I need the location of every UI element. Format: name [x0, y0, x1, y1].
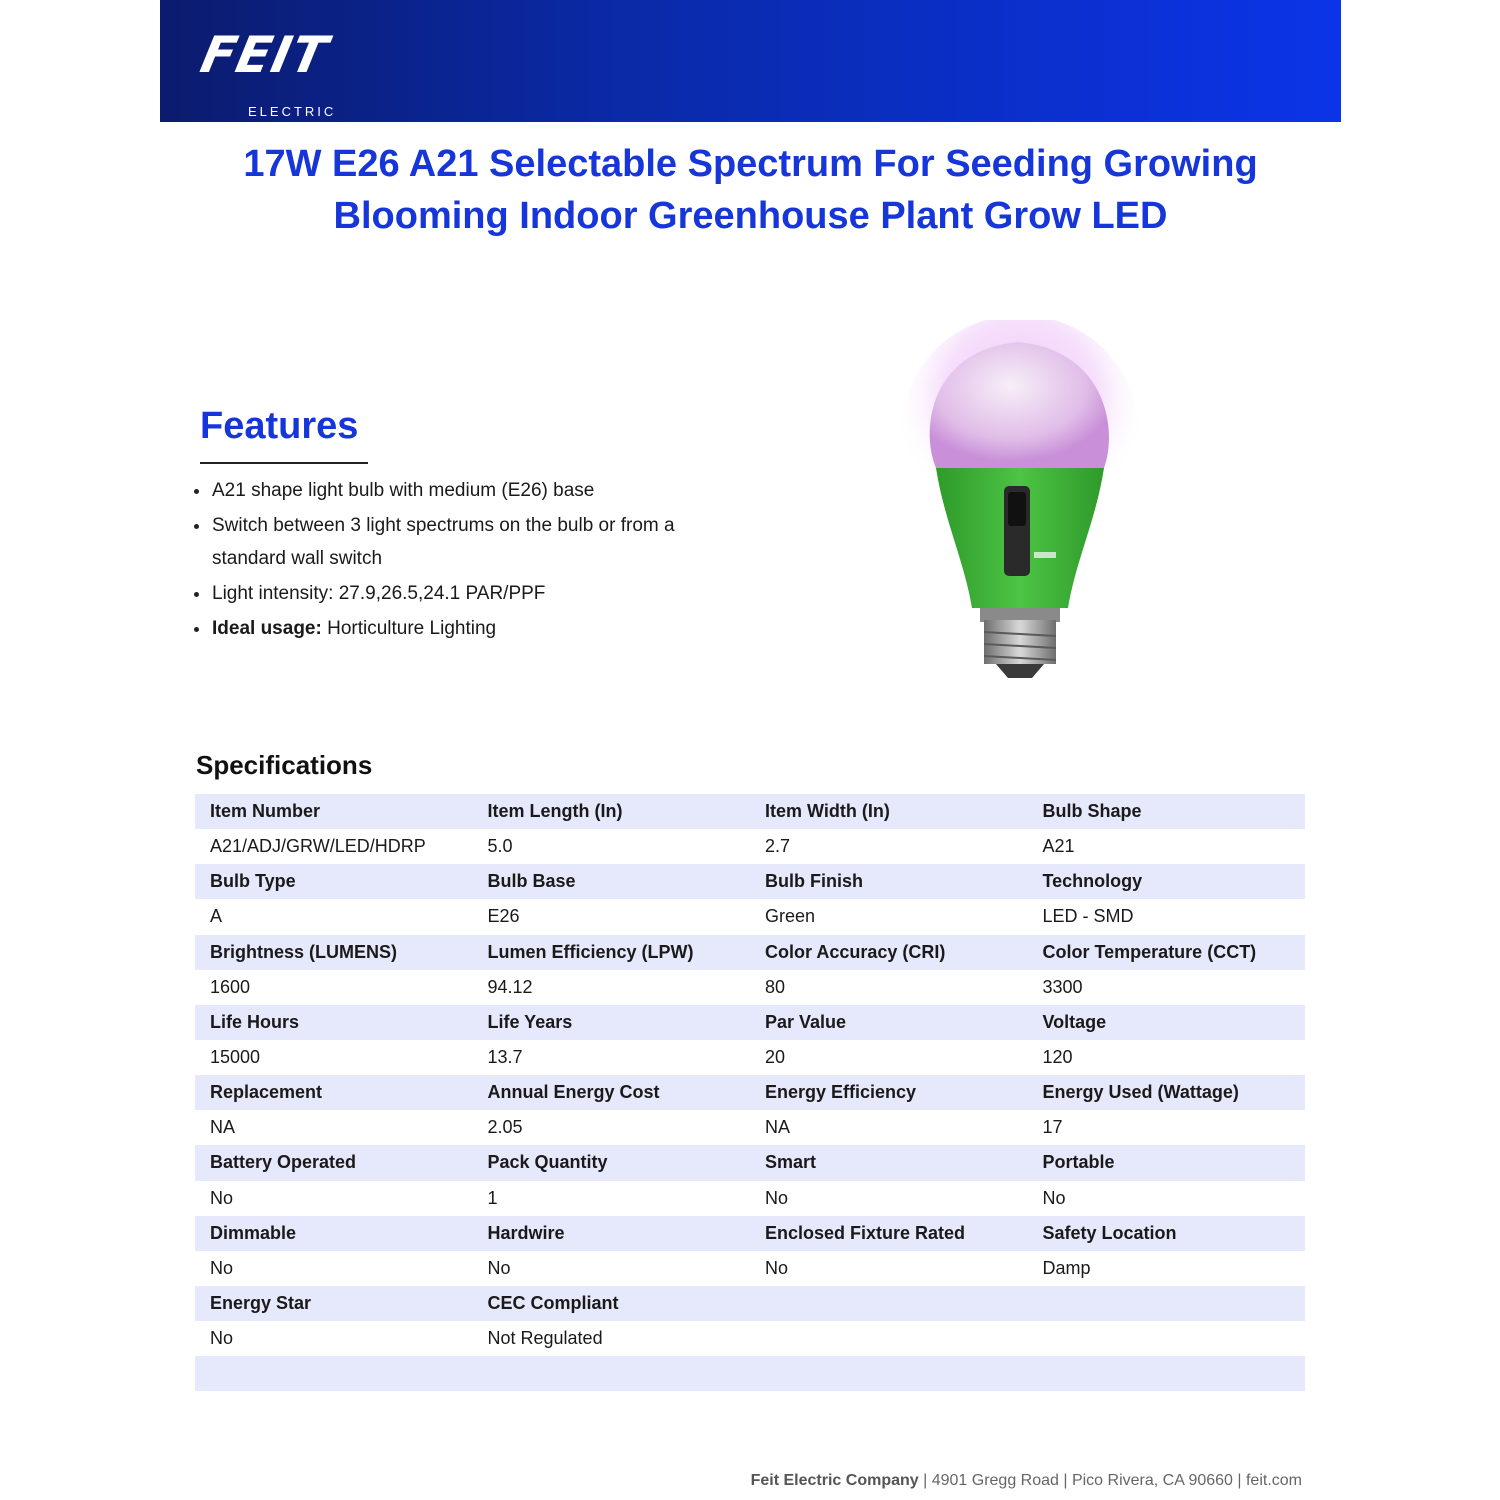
spec-value-row	[195, 1251, 1305, 1286]
spec-value: Damp	[1042, 1257, 1091, 1278]
spec-label: Dimmable	[210, 1222, 297, 1243]
ideal-usage-value: Horticulture Lighting	[321, 618, 497, 639]
spec-value: 13.7	[487, 1047, 523, 1068]
spec-value: 120	[1042, 1047, 1073, 1068]
specifications-heading: Specifications	[196, 750, 373, 780]
footer-company: Feit Electric Company	[750, 1472, 919, 1489]
spec-value: No	[210, 1187, 234, 1208]
spec-label-row	[195, 935, 1305, 970]
spec-label: Bulb Base	[487, 871, 576, 892]
spec-value: 3300	[1042, 976, 1083, 997]
spec-value: No	[765, 1187, 789, 1208]
spec-value-row	[195, 970, 1305, 1005]
spec-value-row	[195, 829, 1305, 864]
bulb-switch-knob	[1008, 492, 1026, 526]
spec-label: Technology	[1042, 871, 1143, 892]
spec-value: A	[210, 906, 223, 927]
spec-label-row	[195, 1005, 1305, 1040]
spec-value: No	[210, 1328, 234, 1349]
spec-label: Voltage	[1042, 1011, 1107, 1032]
spec-value: 80	[765, 976, 786, 997]
spec-empty-row	[195, 1356, 1305, 1391]
footer-site-link[interactable]: feit.com	[1245, 1472, 1302, 1489]
spec-value: 17	[1042, 1117, 1063, 1138]
spec-value: E26	[487, 906, 520, 927]
logo-subtext: ELECTRIC	[248, 104, 337, 119]
feature-item: Light intensity: 27.9,26.5,24.1 PAR/PPF	[212, 577, 712, 610]
spec-label: Color Accuracy (CRI)	[765, 941, 946, 962]
spec-value: Not Regulated	[487, 1328, 603, 1349]
spec-value: 1	[487, 1187, 498, 1208]
spec-label: Replacement	[210, 1082, 323, 1103]
spec-label: Portable	[1042, 1152, 1115, 1173]
bulb-neck	[980, 608, 1060, 622]
spec-label: CEC Compliant	[487, 1293, 619, 1314]
ideal-usage-label: Ideal usage:	[212, 618, 322, 639]
header-banner	[160, 0, 1341, 122]
spec-value-row	[195, 1110, 1305, 1145]
spec-label: Brightness (LUMENS)	[210, 941, 398, 962]
spec-value-row	[195, 1181, 1305, 1216]
spec-label: Energy Efficiency	[765, 1082, 917, 1103]
feature-item-ideal-usage	[212, 612, 712, 645]
features-heading: Features	[200, 405, 359, 447]
spec-value: 1600	[210, 976, 251, 997]
spec-label: Item Length (In)	[487, 801, 623, 822]
spec-label: Pack Quantity	[487, 1152, 608, 1173]
spec-label: Safety Location	[1042, 1222, 1177, 1243]
spec-label-row	[195, 864, 1305, 899]
spec-value: No	[765, 1257, 789, 1278]
spec-value: No	[1042, 1187, 1066, 1208]
spec-label: Bulb Finish	[765, 871, 863, 892]
spec-value: 20	[765, 1047, 786, 1068]
spec-label-row	[195, 1216, 1305, 1251]
footer	[751, 1472, 1302, 1490]
spec-value: 5.0	[487, 836, 513, 857]
spec-label: Lumen Efficiency (LPW)	[487, 941, 694, 962]
spec-label: Energy Star	[210, 1293, 312, 1314]
spec-value: LED - SMD	[1042, 906, 1134, 927]
feature-item: A21 shape light bulb with medium (E26) base	[212, 474, 712, 507]
spec-value: No	[210, 1257, 234, 1278]
spec-value: Green	[765, 906, 816, 927]
spec-value: No	[487, 1257, 511, 1278]
spec-label-row	[195, 1145, 1305, 1180]
bulb-label-mark	[1034, 552, 1056, 558]
spec-value: 2.05	[487, 1117, 523, 1138]
logo-wordmark: FEIT	[195, 26, 334, 84]
grow-bulb-image	[900, 320, 1140, 690]
spec-value: 15000	[210, 1047, 261, 1068]
footer-address: | 4901 Gregg Road | Pico Rivera, CA 90660 |	[918, 1472, 1246, 1489]
spec-value: A21	[1042, 836, 1075, 857]
spec-value: NA	[210, 1117, 236, 1138]
spec-label: Color Temperature (CCT)	[1042, 941, 1257, 962]
specifications-table	[195, 794, 1305, 1391]
spec-value-row	[195, 1040, 1305, 1075]
spec-label-row	[195, 794, 1305, 829]
spec-label: Battery Operated	[210, 1152, 357, 1173]
product-title-line1: 17W E26 A21 Selectable Spectrum For Seeding Growing	[243, 143, 1258, 185]
spec-label: Smart	[765, 1152, 817, 1173]
spec-label: Energy Used (Wattage)	[1042, 1082, 1239, 1103]
spec-label-row	[195, 1075, 1305, 1110]
spec-value: 2.7	[765, 836, 791, 857]
bulb-tip	[996, 664, 1044, 678]
features-underline	[200, 462, 368, 464]
product-title-line2: Blooming Indoor Greenhouse Plant Grow LED	[333, 195, 1168, 237]
spec-label: Bulb Shape	[1042, 801, 1142, 822]
spec-value: 94.12	[487, 976, 533, 997]
spec-value-row	[195, 1321, 1305, 1356]
spec-label: Bulb Type	[210, 871, 296, 892]
spec-label: Life Years	[487, 1011, 573, 1032]
spec-label: Life Hours	[210, 1011, 300, 1032]
spec-label: Hardwire	[487, 1222, 565, 1243]
spec-label: Par Value	[765, 1011, 847, 1032]
features-list	[212, 474, 712, 647]
spec-label: Item Width (In)	[765, 801, 890, 822]
item-number-link[interactable]: A21/ADJ/GRW/LED/HDRP	[210, 836, 426, 857]
spec-value: NA	[765, 1117, 791, 1138]
spec-value-row	[195, 899, 1305, 934]
product-title	[160, 138, 1341, 242]
feit-electric-logo	[195, 26, 382, 119]
spec-label-row	[195, 1286, 1305, 1321]
feature-item: Switch between 3 light spectrums on the bulb or from a standard wall switch	[212, 509, 712, 575]
spec-label: Enclosed Fixture Rated	[765, 1222, 966, 1243]
spec-label: Item Number	[210, 801, 321, 822]
spec-label: Annual Energy Cost	[487, 1082, 660, 1103]
